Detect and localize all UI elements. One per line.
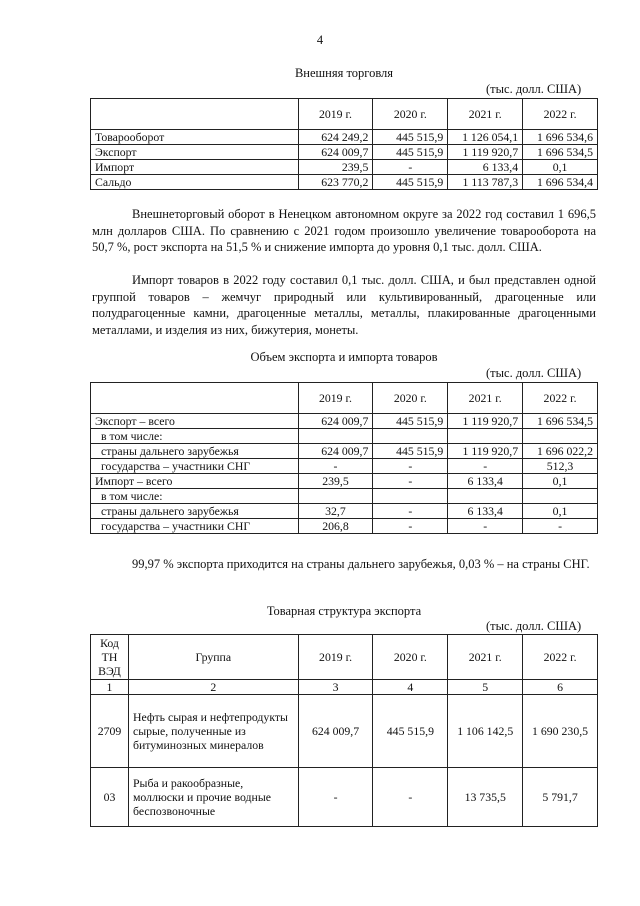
table-row: [91, 130, 598, 145]
cell: 0,1: [523, 160, 598, 175]
cell: -: [448, 459, 523, 474]
header-cell: [91, 383, 299, 414]
column-number: 3: [298, 680, 373, 695]
table-row: [91, 414, 598, 429]
row-label: Импорт: [91, 160, 299, 175]
cell: [523, 489, 598, 504]
column-number: 1: [91, 680, 129, 695]
row-label: Товарооборот: [91, 130, 299, 145]
cell: 1 119 920,7: [448, 414, 523, 429]
row-label: Экспорт – всего: [91, 414, 299, 429]
cell: 623 770,2: [298, 175, 373, 190]
table-row: [91, 695, 598, 768]
row-label: государства – участники СНГ: [91, 459, 299, 474]
header-cell: 2019 г.: [298, 99, 373, 130]
unit-label: (тыс. долл. США): [486, 366, 582, 380]
cell: 512,3: [523, 459, 598, 474]
cell: -: [448, 519, 523, 534]
cell: -: [298, 459, 373, 474]
export-import-volume-table: [90, 382, 598, 534]
cell: [523, 429, 598, 444]
cell: -: [523, 519, 598, 534]
cell: -: [373, 768, 448, 827]
cell: [448, 429, 523, 444]
header-cell: 2022 г.: [523, 383, 598, 414]
table-row: [91, 145, 598, 160]
cell: 1 696 534,5: [523, 414, 598, 429]
cell: -: [373, 160, 448, 175]
cell: 32,7: [298, 504, 373, 519]
cell: -: [298, 768, 373, 827]
column-number: 2: [128, 680, 298, 695]
cell: 624 009,7: [298, 444, 373, 459]
header-cell: 2021 г.: [448, 383, 523, 414]
table-row: [91, 444, 598, 459]
table-row: [91, 429, 598, 444]
cell: 624 009,7: [298, 414, 373, 429]
paragraph-import: Импорт товаров в 2022 году составил 0,1 тыс. долл. США, и был представлен одной группой товаров – жемчуг природный или культивированный, драгоценные или полудрагоценные камни, драгоценные металлы, металлы, плакированные драгоценными металлами, и изделия из них, бижутерия, монеты.: [92, 273, 596, 337]
cell: 445 515,9: [373, 444, 448, 459]
cell: 445 515,9: [373, 130, 448, 145]
cell: 0,1: [523, 504, 598, 519]
cell: 1 119 920,7: [448, 444, 523, 459]
table-row: [91, 519, 598, 534]
paragraph-trade-turnover: Внешнеторговый оборот в Ненецком автономном округе за 2022 год составил 1 696,5 млн долларов США. По сравнению с 2021 годом произошло увеличение товарооборота на 50,7 %, рост экспорта на 51,5 % и снижение импорта до уровня 0,1 тыс. долл. США.: [92, 207, 596, 254]
section-title-export-structure: Товарная структура экспорта: [266, 604, 422, 618]
row-label: Сальдо: [91, 175, 299, 190]
header-cell: 2022 г.: [523, 99, 598, 130]
export-structure-table: [90, 634, 598, 827]
cell: [298, 489, 373, 504]
section-title-export-import-volume: Объем экспорта и импорта товаров: [250, 350, 438, 364]
code-cell: 03: [91, 768, 129, 827]
table-row: [91, 474, 598, 489]
cell: 1 113 787,3: [448, 175, 523, 190]
cell: 445 515,9: [373, 414, 448, 429]
cell: 1 119 920,7: [448, 145, 523, 160]
column-number: 4: [373, 680, 448, 695]
group-cell: Рыба и ракообразные, моллюски и прочие водные беспозвоночные: [128, 768, 298, 827]
table-row: [91, 175, 598, 190]
cell: 445 515,9: [373, 695, 448, 768]
cell: -: [373, 519, 448, 534]
row-label: в том числе:: [91, 489, 299, 504]
section-title-foreign-trade: Внешняя торговля: [294, 66, 394, 80]
page-number: 4: [316, 33, 324, 47]
header-cell: 2020 г.: [373, 635, 448, 680]
header-cell: 2021 г.: [448, 635, 523, 680]
cell: 0,1: [523, 474, 598, 489]
cell: [373, 429, 448, 444]
column-number: 5: [448, 680, 523, 695]
table-row: [91, 768, 598, 827]
foreign-trade-table: [90, 98, 598, 190]
cell: [373, 489, 448, 504]
cell: -: [373, 459, 448, 474]
cell: 1 696 534,5: [523, 145, 598, 160]
cell: 6 133,4: [448, 474, 523, 489]
cell: 1 696 534,4: [523, 175, 598, 190]
header-cell: 2020 г.: [373, 383, 448, 414]
row-label: страны дальнего зарубежья: [91, 504, 299, 519]
header-cell: Группа: [128, 635, 298, 680]
row-label: страны дальнего зарубежья: [91, 444, 299, 459]
code-cell: 2709: [91, 695, 129, 768]
header-cell: 2019 г.: [298, 383, 373, 414]
row-label: Импорт – всего: [91, 474, 299, 489]
cell: 206,8: [298, 519, 373, 534]
cell: 445 515,9: [373, 175, 448, 190]
cell: 1 696 022,2: [523, 444, 598, 459]
cell: 6 133,4: [448, 160, 523, 175]
header-cell: 2022 г.: [523, 635, 598, 680]
paragraph-export-share: 99,97 % экспорта приходится на страны дальнего зарубежья, 0,03 % – на страны СНГ.: [132, 557, 590, 571]
cell: 239,5: [298, 474, 373, 489]
header-cell: [91, 99, 299, 130]
table-row: [91, 489, 598, 504]
cell: 624 249,2: [298, 130, 373, 145]
cell: [298, 429, 373, 444]
cell: 1 106 142,5: [448, 695, 523, 768]
cell: -: [373, 504, 448, 519]
cell: 624 009,7: [298, 695, 373, 768]
cell: [448, 489, 523, 504]
table-row: [91, 160, 598, 175]
cell: -: [373, 474, 448, 489]
column-number: 6: [523, 680, 598, 695]
cell: 445 515,9: [373, 145, 448, 160]
header-cell: 2021 г.: [448, 99, 523, 130]
header-cell: 2019 г.: [298, 635, 373, 680]
unit-label: (тыс. долл. США): [486, 619, 582, 633]
cell: 1 696 534,6: [523, 130, 598, 145]
group-cell: Нефть сырая и нефтепродукты сырые, полученные из битуминозных минералов: [128, 695, 298, 768]
cell: 239,5: [298, 160, 373, 175]
header-cell: 2020 г.: [373, 99, 448, 130]
header-cell: Код ТН ВЭД: [91, 635, 129, 680]
cell: 6 133,4: [448, 504, 523, 519]
row-label: государства – участники СНГ: [91, 519, 299, 534]
cell: 624 009,7: [298, 145, 373, 160]
cell: 1 126 054,1: [448, 130, 523, 145]
row-label: в том числе:: [91, 429, 299, 444]
unit-label: (тыс. долл. США): [486, 82, 582, 96]
cell: 5 791,7: [523, 768, 598, 827]
table-row: [91, 459, 598, 474]
row-label: Экспорт: [91, 145, 299, 160]
table-row: [91, 504, 598, 519]
cell: 1 690 230,5: [523, 695, 598, 768]
cell: 13 735,5: [448, 768, 523, 827]
